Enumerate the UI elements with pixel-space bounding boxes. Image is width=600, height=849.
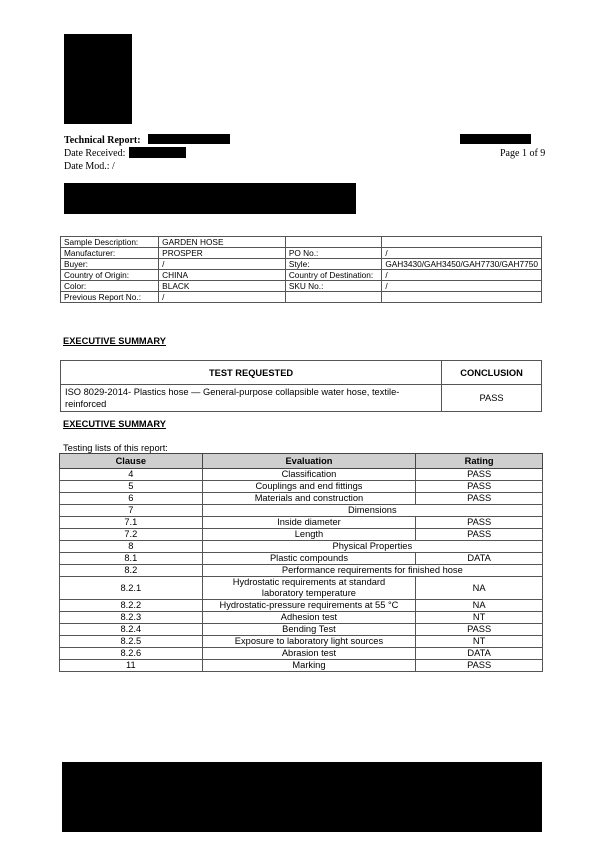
testing-lists-intro: Testing lists of this report: <box>63 443 168 453</box>
rating-cell: PASS <box>416 624 543 636</box>
rating-cell: NA <box>416 600 543 612</box>
evaluation-cell: Inside diameter <box>202 517 416 529</box>
redacted-header-right <box>460 134 531 144</box>
sample-info-table <box>60 236 542 303</box>
rating-cell: PASS <box>416 481 543 493</box>
sample-info-row <box>61 237 542 248</box>
evaluation-cell: Dimensions <box>202 505 542 517</box>
test-requested-header: TEST REQUESTED <box>61 361 442 385</box>
clause-row <box>60 469 543 481</box>
clause-cell: 8.1 <box>60 553 203 565</box>
rating-cell: PASS <box>416 469 543 481</box>
clause-table <box>59 453 543 672</box>
rating-cell: NA <box>416 577 543 600</box>
sample-info-row <box>61 248 542 259</box>
conclusion-row <box>61 385 542 412</box>
clause-cell: 6 <box>60 493 203 505</box>
clause-cell: 8 <box>60 541 203 553</box>
sample-info-label2 <box>285 237 382 248</box>
rating-cell: NT <box>416 612 543 624</box>
sample-info-value2 <box>382 237 542 248</box>
sample-info-label: Country of Origin: <box>61 270 159 281</box>
rating-cell: PASS <box>416 529 543 541</box>
page-number: Page 1 of 9 <box>500 148 546 159</box>
sample-info-label2 <box>285 292 382 303</box>
sample-info-value2: / <box>382 281 542 292</box>
evaluation-cell: Length <box>202 529 416 541</box>
sample-info-value2: / <box>382 270 542 281</box>
rating-cell: NT <box>416 636 543 648</box>
sample-info-label2: Country of Destination: <box>285 270 382 281</box>
sample-info-value: / <box>159 259 286 270</box>
clause-cell: 4 <box>60 469 203 481</box>
redacted-title-bar <box>64 183 356 214</box>
sample-info-row <box>61 281 542 292</box>
sample-info-value2 <box>382 292 542 303</box>
clause-row <box>60 565 543 577</box>
sample-info-value2: GAH3430/GAH3450/GAH7730/GAH7750 <box>382 259 542 270</box>
clause-row <box>60 493 543 505</box>
test-requested-cell: ISO 8029-2014- Plastics hose — General-purpose collapsible water hose, textile-reinforced <box>61 385 442 412</box>
clause-cell: 8.2 <box>60 565 203 577</box>
clause-cell: 11 <box>60 660 203 672</box>
clause-cell: 8.2.3 <box>60 612 203 624</box>
date-mod-label: Date Mod.: <box>64 161 110 172</box>
clause-cell: 8.2.5 <box>60 636 203 648</box>
rating-cell: PASS <box>416 493 543 505</box>
rating-header: Rating <box>416 454 543 469</box>
clause-row <box>60 612 543 624</box>
clause-row <box>60 517 543 529</box>
sample-info-value2: / <box>382 248 542 259</box>
clause-row <box>60 636 543 648</box>
redacted-report-number <box>148 134 230 144</box>
evaluation-cell: Classification <box>202 469 416 481</box>
sample-info-label2: SKU No.: <box>285 281 382 292</box>
evaluation-cell: Adhesion test <box>202 612 416 624</box>
clause-row <box>60 577 543 600</box>
evaluation-cell: Marking <box>202 660 416 672</box>
sample-info-value: GARDEN HOSE <box>159 237 286 248</box>
clause-cell: 8.2.2 <box>60 600 203 612</box>
clause-cell: 7 <box>60 505 203 517</box>
clause-cell: 5 <box>60 481 203 493</box>
evaluation-cell: Materials and construction <box>202 493 416 505</box>
sample-info-label: Color: <box>61 281 159 292</box>
evaluation-header: Evaluation <box>202 454 416 469</box>
sample-info-label: Buyer: <box>61 259 159 270</box>
evaluation-cell: Bending Test <box>202 624 416 636</box>
clause-cell: 7.2 <box>60 529 203 541</box>
evaluation-cell: Couplings and end fittings <box>202 481 416 493</box>
sample-info-value: / <box>159 292 286 303</box>
executive-summary-title-2: EXECUTIVE SUMMARY <box>63 419 166 429</box>
redacted-date-received <box>129 147 186 158</box>
clause-header: Clause <box>60 454 203 469</box>
clause-cell: 8.2.1 <box>60 577 203 600</box>
evaluation-cell: Abrasion test <box>202 648 416 660</box>
sample-info-row <box>61 259 542 270</box>
clause-cell: 8.2.6 <box>60 648 203 660</box>
clause-row <box>60 541 543 553</box>
evaluation-cell: Physical Properties <box>202 541 542 553</box>
sample-info-value: PROSPER <box>159 248 286 259</box>
sample-info-label2: PO No.: <box>285 248 382 259</box>
rating-cell: DATA <box>416 648 543 660</box>
date-received-label: Date Received: <box>64 148 126 159</box>
date-mod <box>64 161 115 172</box>
conclusion-header: CONCLUSION <box>442 361 542 385</box>
sample-info-label: Manufacturer: <box>61 248 159 259</box>
sample-info-row <box>61 292 542 303</box>
clause-row <box>60 553 543 565</box>
conclusion-cell: PASS <box>442 385 542 412</box>
clause-cell: 8.2.4 <box>60 624 203 636</box>
clause-row <box>60 481 543 493</box>
rating-cell: DATA <box>416 553 543 565</box>
executive-summary-title: EXECUTIVE SUMMARY <box>63 336 166 346</box>
sample-info-body <box>61 237 542 303</box>
clause-header-row <box>60 454 543 469</box>
redacted-logo <box>64 34 132 124</box>
sample-info-value: CHINA <box>159 270 286 281</box>
evaluation-cell: Exposure to laboratory light sources <box>202 636 416 648</box>
clause-row <box>60 648 543 660</box>
rating-cell: PASS <box>416 517 543 529</box>
clause-row <box>60 505 543 517</box>
evaluation-cell: Hydrostatic-pressure requirements at 55 °C <box>202 600 416 612</box>
conclusion-header-row <box>61 361 542 385</box>
sample-info-label: Sample Description: <box>61 237 159 248</box>
clause-row <box>60 600 543 612</box>
rating-cell: PASS <box>416 660 543 672</box>
sample-info-label: Previous Report No.: <box>61 292 159 303</box>
sample-info-label2: Style: <box>285 259 382 270</box>
sample-info-value: BLACK <box>159 281 286 292</box>
clause-row <box>60 624 543 636</box>
evaluation-cell: Performance requirements for finished hose <box>202 565 542 577</box>
redacted-footer <box>62 762 542 832</box>
technical-report-label: Technical Report: <box>64 135 141 146</box>
sample-info-row <box>61 270 542 281</box>
evaluation-cell: Plastic compounds <box>202 553 416 565</box>
clause-cell: 7.1 <box>60 517 203 529</box>
clause-row <box>60 529 543 541</box>
clause-row <box>60 660 543 672</box>
evaluation-cell: Hydrostatic requirements at standard laboratory temperature <box>202 577 416 600</box>
date-mod-value: / <box>112 161 115 172</box>
conclusion-table <box>60 360 542 412</box>
